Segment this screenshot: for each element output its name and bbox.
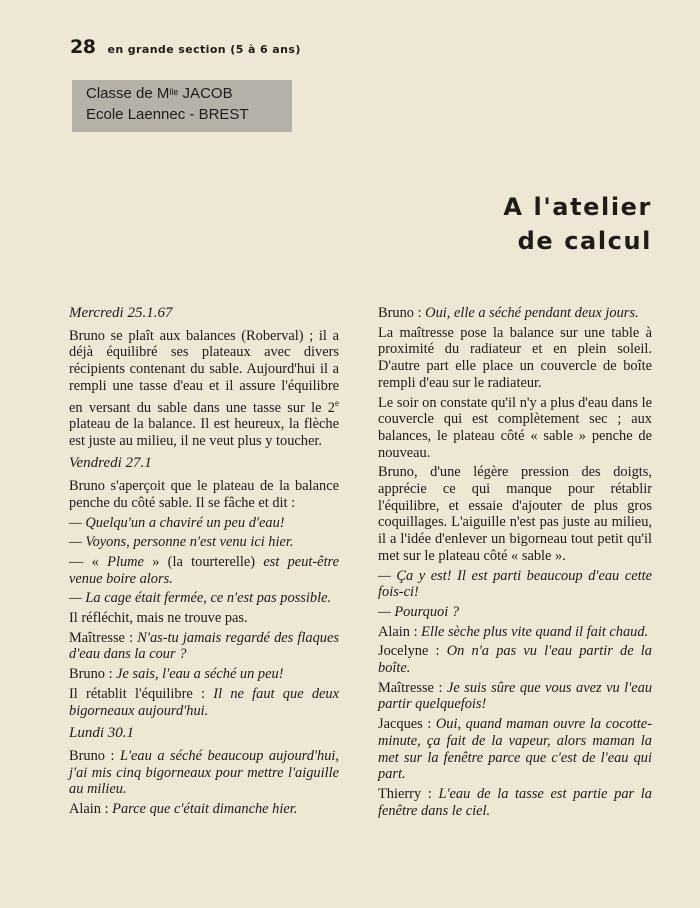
paragraph: La maîtresse pose la balance sur une table à proximité du radiateur et en plein soleil. D'autre part elle place un couvercle de boîte rempli d'eau sur le radiateur. bbox=[378, 324, 652, 391]
dialogue-line: — Pourquoi ? bbox=[378, 603, 460, 620]
dialogue-line: Bruno : Oui, elle a séché pendant deux jours. bbox=[378, 305, 639, 321]
date-heading: Lundi 30.1 bbox=[69, 725, 135, 742]
article-title bbox=[503, 190, 652, 258]
dialogue-line: Maîtresse : Je suis sûre que vous avez vu l'eau partir quelquefois! bbox=[378, 679, 653, 713]
dialogue-line: Alain : Parce que c'était dimanche hier. bbox=[69, 801, 298, 818]
dialogue-line: Maîtresse : N'as-tu jamais regardé des flaques d'eau dans la cour ? bbox=[69, 629, 339, 663]
dialogue-line: — Quelqu'un a chaviré un peu d'eau! bbox=[69, 514, 285, 531]
section-title: en grande section (5 à 6 ans) bbox=[107, 43, 301, 56]
dialogue-line: Thierry : L'eau de la tasse est partie par la fenêtre dans le ciel. bbox=[378, 785, 652, 819]
paragraph: Le soir on constate qu'il n'y a plus d'eau dans le couvercle qui est complètement sec ; aux balances, le plateau côté « sable » penche de nouveau. bbox=[378, 394, 652, 461]
dialogue-line: Alain : Elle sèche plus vite quand il fait chaud. bbox=[378, 623, 649, 640]
class-teacher-line: Classe de $M^{lle}$ JACOB bbox=[86, 85, 233, 102]
date-heading: Vendredi 27.1 bbox=[69, 455, 152, 472]
title-line-1: A l'atelier bbox=[503, 193, 652, 221]
page-number: 28 bbox=[70, 36, 96, 58]
dialogue-line: Jocelyne : On n'a pas vu l'eau partir de la boîte. bbox=[378, 643, 652, 677]
dialogue-line: Jacques : Oui, quand maman ouvre la cocotte-minute, ça fait de la vapeur, alors maman la met sur la fenêtre parce que c'est de l'eau qui part. bbox=[378, 716, 652, 783]
date-heading: Mercredi 25.1.67 bbox=[69, 305, 173, 321]
paragraph: Il rétablit l'équilibre : Il ne faut que deux bigorneaux aujourd'hui. bbox=[69, 685, 339, 719]
class-info-box bbox=[72, 80, 292, 132]
paragraph: Bruno s'aperçoit que le plateau de la balance penche du côté sable. Il se fâche et dit : bbox=[69, 478, 339, 511]
dialogue-line: — « Plume » (la tourterelle) est peut-être venue boire alors. bbox=[69, 553, 340, 587]
page-header bbox=[70, 36, 301, 58]
paragraph: Bruno se plaît aux balances (Roberval) ; il a déjà équilibré ses plateaux avec divers récipients contenant du sable. Aujourd'hui il a rempli une tasse d'eau et il assure l'équilibre en versant du sable dans une tasse sur le 2e plateau de la balance. Il est heureux, la flèche est juste au milieu, il ne veut plus y toucher. bbox=[69, 327, 339, 449]
left-column bbox=[69, 305, 339, 821]
school-line: Ecole Laennec - BREST bbox=[86, 106, 249, 123]
paragraph: Bruno, d'une légère pression des doigts, apprécie ce qui manque pour rétablir l'équilibre, et essaie d'ajouter de plus gros coquillages. L'aiguille n'est pas juste au milieu, il a l'idée d'enlever un bigorneau tout petit qu'il met sur le plateau côté « sable ». bbox=[378, 464, 652, 564]
dialogue-line: Bruno : Je sais, l'eau a séché un peu! bbox=[69, 666, 284, 683]
dialogue-line: — Ça y est! Il est parti beaucoup d'eau cette fois-ci! bbox=[378, 567, 652, 601]
dialogue-line: Bruno : L'eau a séché beaucoup aujourd'hui, j'ai mis cinq bigorneaux pour mettre l'aiguille au milieu. bbox=[69, 747, 339, 798]
dialogue-line: — La cage était fermée, ce n'est pas possible. bbox=[69, 590, 332, 607]
dialogue-line: — Voyons, personne n'est venu ici hier. bbox=[69, 534, 294, 551]
paragraph: Il réfléchit, mais ne trouve pas. bbox=[69, 610, 248, 627]
right-column bbox=[378, 305, 652, 822]
title-line-2: de calcul bbox=[517, 227, 652, 255]
